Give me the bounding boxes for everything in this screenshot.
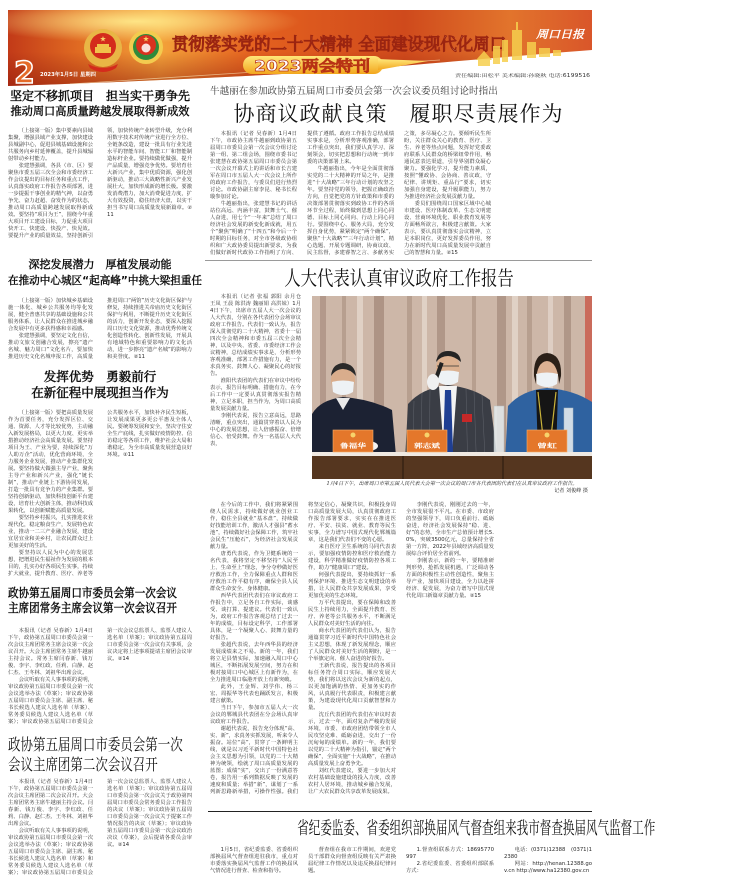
national-emblem-icon: [84, 29, 122, 72]
article-headline: 协商议政献良策 履职尽责展作为: [233, 102, 564, 126]
article-body: [8, 628, 192, 726]
paragraph: 在今后的工作中，我们将紧紧围绕人民需求，持续做好就业创业工作，稳住全县就业“基本盘”，持续做好技能培训工作，激活人才强县“蓄水池”，持续做好社会保障工作，筑牢社会民生“压舱石”，为经济社会发展贡献力量。: [210, 502, 298, 550]
paragraph: 当日下午，参加市五届人大一次会议的郸城县代表团在分会场认真审议政府工作报告。: [210, 705, 298, 725]
paragraph: 来自医疗卫生系统的马同代表表示，要加强疫情防控和医疗救治能力建设，科学精准做好疫情防控各项工作，助力“健康周口”建设。: [308, 544, 396, 571]
article-headline: [8, 256, 203, 290]
paragraph: 1.督查组联系方式：18695770997: [406, 847, 494, 860]
paragraph: 李刚代表说，刚刚过去的一年，全市发展很不平凡。在市委、市政府的坚强领导下，周口负重前行、砥砺奋进，经济社会发展保持“稳、进、好”的态势，全市生产总值预计增长5.0%，突破3500亿元，总量保持全省第一方阵，2022年县域经济高质量发展综合评价居全省前列。: [406, 502, 494, 557]
paragraph: 1月5日，省纪委监委、省委组织部换届风气督查组进驻我市，重点对市委落实换届风气监督工作的换届风气情况进行督查、检查和指导。: [210, 847, 298, 874]
paragraph: 刘红代表建议，要进一步加大对农村基础设施建设的投入力度，改善农村人居环境，推动城乡融合发展，让广大农民群众共享改革发展成果。: [308, 768, 396, 795]
article-body: [210, 131, 588, 257]
caption-text: 1月4日下午，出席周口市第五届人民代表大会第一次会议的周口市各代表团的代表们在认真审议政府工作报告。: [326, 481, 578, 487]
article-body: [8, 779, 192, 881]
nameplate-text: 曾虹: [537, 443, 550, 450]
emblem-icon: [351, 433, 356, 438]
bottom-article-body: [210, 847, 592, 883]
article-headline: [205, 819, 656, 840]
paragraph: 委员们围绕周口国家区域中心城市建设、医疗体制改革、生态文明建设、营商环境优化、职业教育发展等方面畅所欲言，积极建言献策。大家表示，要认真贯彻落实会议精神，立足本职岗位，更好发挥委员作用，努力在新时代周口高质量发展中贡献自己的智慧和力量。②15: [404, 201, 491, 256]
paragraph: 李刚代表说，报告立意高远，思路清晰，重点突出，通篇贯穿着以人民为中心的发展思想，让人倍感振奋、倍增信心、倍受鼓舞。作为一名基层人大代表，: [210, 413, 301, 447]
cppcc-emblem-icon: [129, 30, 163, 64]
paragraph: 王新代表说，报告提出的各项目标任务符合周口实际，顺应发展大势，我们将以这次会议为新的起点，以更加饱满的热情、更加务实的作风，认真履行代表职责，积极建言献策，为建设现代化周口贡献智慧和力量。: [308, 663, 396, 711]
headline-line: 深挖发展潜力 厚植发展动能: [28, 258, 172, 271]
photo-credit: 记者 刘俊峰 摄: [554, 488, 588, 494]
paragraph: 会议听取有关人事事项的说明，审议政协第五届周口市委员会第一次会议选举办法（草案）；审议政协第五届周口市委员会主席、副主席、秘书长候选人建议人选名单（草案）、常务委员候选人建议人选名单（草案）；审议政协第五届周口市委员会第一次会议总监票人、监票人建议人选名单（草案）；审议政协第五届周口市委员会第一次会议有关事项，会议决定将上述事项提请主席团会议审议。②14: [8, 628, 192, 725]
paragraph: 2.省纪委监委、省委组织部联系方式：: [406, 861, 494, 874]
headline-line: 会议主席团第二次会议召开: [8, 755, 158, 774]
article-kicker: 牛越丽在参加政协第五届周口市委员会第一次会议委员组讨论时指出: [210, 86, 498, 97]
section-divider-bold: [208, 811, 592, 812]
paragraph: 商水代表团的代表们认为，报告通篇贯穿习近平新时代中国特色社会主义思想，体现了新发展理念，顺应了人民群众对美好生活的期盼，是一个举旗定向、催人奋进的好报告。: [308, 628, 396, 662]
masthead-banner: [0, 0, 600, 90]
paragraph: 本报讯（记者 吴春新）1月4日下午，政协第五届周口市委员会第一次会议主席团第二次会议召开。大会主席团常务主席牛越丽主持会议。闫春新、钱万俊、李宇、李红政、任莉、白静、赵仁杰、王冬林、刘祖华出席会议。: [8, 779, 93, 827]
headline-line: 坚定不移抓项目 担当实干勇争先: [9, 89, 190, 103]
article-headline: [8, 735, 192, 775]
desk: [312, 452, 592, 479]
nameplate: [527, 430, 567, 452]
photo-caption: [316, 481, 588, 495]
headline-line: 推动周口高质量跨越发展取得新成效: [10, 105, 190, 118]
paragraph: 电话：(0371)12388 (0371)12380: [504, 847, 592, 860]
paragraph: （上接第一版）要把高质量发展作为首要任务，充分发挥区位、交通、资源、人才等比较优势，主动融入新发展格局，以更大力度、更实举措推动经济社会高质量发展。要坚持项目为王、产业为要，持续深化“万人助万企”活动，优化营商环境，全力服务企业发展，推动产业集群化发展。要坚持做大做强主导产业，聚焦主导产业和新兴产业，强化“链长制”，推动产业链上下游协同发展，打造一批具有竞争力的产业集群。要坚持创新驱动，加快科技创新平台建设，培育壮大创新主体，推动科技成果转化，以创新赋能高质量发展。: [8, 410, 93, 514]
paragraph: 李刚表示，新的一年，要精准研判形势，抢抓发展机遇，广泛调动各方面的积极性主动性创造性，聚焦主导产业，加快项目建设，全力以赴拼经济、促发展，为奋力谱写中国式现代化周口新篇章贡献力量。②15: [406, 558, 494, 599]
paragraph: 淮阳代表团的代表们在审议中纷纷表示，报告目标明确、措施有力，在今后工作中一定要认真贯彻落实报告精神，立足本职，担当作为，为周口高质量发展贡献力量。: [210, 378, 301, 412]
page-number: 2: [14, 56, 35, 91]
paragraph: 张超代表说，去年西华县的经济发展成绩来之不易。新的一年，我们将立足县情实际，加速融入周口中心城区，不断拓展发展空间，努力在积极对接周口中心城区上有新作为，在全力推进周口临港开放上有新突破。: [210, 642, 298, 683]
section-divider: [205, 260, 592, 261]
face-mask: [437, 371, 459, 386]
nameplate: [407, 430, 447, 452]
news-photo: [312, 296, 592, 479]
headline-line: 政协第五届周口市委员会第一次: [8, 735, 183, 754]
headline-line: 在推动中心城区“起高峰”中挑大梁担重任: [8, 275, 203, 287]
article-headline: [8, 586, 192, 615]
special-issue-title: 2023两会特刊: [254, 57, 370, 75]
headline-line: 发挥优势 勇毅前行: [43, 369, 157, 384]
paragraph: 张建慧强调，各县（市、区）要聚焦市委五届三次全会和市委经济工作会议提出的目标任务和重点工作，认真落实政府工作报告各项部署，进一步提振干事创业的精气神，以奋勇争先、奋力赶超、奋发作为的状态，推动周口高质量跨越发展取得新成效。要坚持“项目为王”，围绕今年重大项目开工建设目标，力促重大项目快开工、快建设、快投产、快见效。要提升产业的质量效益，坚持创新引领，加快传统产业转型升级，充分利用数字技术对传统产业进行全方位、全链条改造，建设一批具有行业先进水平的智能车间、智能工厂和智能制造标杆企业。要持续做优做强，提升产品质量，增强竞争优势。要培育壮大新兴产业，集中优质资源，强化创新驱动，推动三大战略性新兴产业发展壮大，加快形成新的增长极。要激发消费潜力，加大消费促进力度，扩大有效投资，稳住经济大盘，以实干担当书写周口高质量发展新篇章。②11: [8, 128, 192, 239]
editor-credits: 责任编辑:田松平 美术编辑:孙晓秋 电话:6199516: [455, 74, 562, 79]
newspaper-logo: 周口日报: [534, 28, 587, 41]
face-mask: [536, 373, 558, 388]
photo-deputies-reviewing-report: [312, 296, 592, 479]
paragraph: 本报讯（记者 张福 郭阳 余月仓 王凤 王晨 陈洪涛 魏丽娟 高洪妹）1月4日下午，出席市五届人大一次会议的人大代表，分别在各代表团分会场审议政府工作报告。代表们一致认为，报告深入贯彻党的二十大精神，省委十一届四次全会精神和市委五届三次全会精神，以及中央、省委、市委经济工作会议精神，总结成绩实事求是，分析形势客观准确，部署工作措施有力，是一个求真务实、鼓舞人心、凝聚民心的好报告。: [210, 294, 301, 377]
paragraph: 本报讯（记者 吴春新）1月4日下午，市政协主席牛越丽到政协第五届周口市委员会第一次会议分组讨论第一组、第二组会场，围绕市委书记张建慧在政协第五届周口市委员会第一次会议开幕式上的讲话和市长吉建军在周口市五届人大一次会议上所作的政府工作报告，与委员们进行热烈讨论。市政协副主席李昆、秘书长程璇参加讨论。: [210, 131, 297, 200]
paragraph: 网站：http://henan.12388.gov.cn http://www.ha12380.gov.cn: [504, 861, 592, 874]
issue-date: 2023年1月5日 星期四: [40, 72, 93, 78]
nameplate: [333, 430, 373, 452]
article-body: [8, 128, 192, 246]
article-headline: [8, 88, 192, 120]
article-intro: [210, 294, 301, 480]
headline-line: 在新征程中展现担当作为: [31, 384, 169, 400]
npc-article-body: [210, 502, 592, 802]
paragraph: 沈丘代表团的代表们在审议时表示，过去一年，面对复杂严峻的发展环境，市委、市政府团结带领全市人民攻坚克难、砥砺奋进，交出了一份沉甸甸的成绩单。新的一年，我们要以党的二十大精神为指引，锚定“两个确保”，全面实施“十大战略”，在推动高质量发展上奋勇争先。: [308, 712, 396, 767]
nameplate-text: 郭志斌: [414, 443, 433, 450]
face-mask: [332, 381, 354, 396]
red-banner: [585, 296, 592, 416]
nameplate-text: 鲁福华: [340, 443, 359, 450]
banner-title: 贯彻落实党的二十大精神 全面建设现代化周口: [172, 35, 518, 55]
paragraph: 何强代表提出，要持续抓好一系列保护环境、推进生态文明建设的举措，让人民群众共享发展成果，享受更加优美的生态环境。: [308, 572, 396, 599]
paragraph: 牛越丽指出，今年是全面贯彻落实党的二十大精神的开局之年，是推进“十大战略”三年行动计划的攻坚之年。要坚持党的领导，把握正确政治方向，自觉把党的方针政策和市委的决策部署贯彻落实到政协工作的各项环节全过程，始终做到思想上同心同德、目标上同心同向、行动上同心同行。要围绕中心、服务大局，充分发挥自身优势，紧紧锁定“两个确保”，聚焦“十大战略”“三年行动计划”，精心选题、开展专题调研，协商议政、民主监督，多建睿智之言、多献务实之策，多尽凝心之力。要倾听民生所盼，关注群众关心的教育、医疗、卫生、养老等热点问题，发挥好党委政府联系人民群众的桥梁纽带作用，畅通民意表达渠道，引导界别群众凝心聚力。要强化学习，提升能力素质，按照“懂政协、会协商、善议政，守纪律、讲规矩、重品行”要求，切实加强自身建设，提升履职能力，努力为推进经济社会发展贡献力量。: [307, 131, 491, 256]
headline-line: 主席团常务主席会议第一次会议召开: [8, 600, 177, 615]
paragraph: 本报讯（记者 吴春新）1月4日下午，政协第五届周口市委员会第一次会议主席团常务主席会议第一次会议召开。大会主席团常务主席牛越丽主持会议。常务主席闫春新、钱万俊、李宇、李红政、任莉、白静、赵仁杰、王冬林、刘祖华出席会议。: [8, 628, 93, 676]
paragraph: 万平代表提出，要在保障和改善民生上持续用力，全面提升教育、医疗、养老等公共服务水平，不断满足人民群众对美好生活的向往。: [308, 600, 396, 627]
paragraph: 要坚持乡村振兴，扎实推进农业现代化，稳定粮食生产，发展特色农业，推动一二三产业融合发展，建设宜居宜业和美乡村，让农民群众过上更加美好的生活。: [8, 515, 93, 549]
article-body: [8, 298, 192, 362]
paragraph: 谢超代表说，报告充分体现“高、实、新”，求真务实抓发展，听来令人振奋。站位“高”，贯穿了一条鲜明主线，就是以习近平新时代中国特色社会主义思想为引领，以党的二十大精神为统领，绘就了周口高质量发展的蓝图；成绩“实”，交出了一份满意答卷，报告用一系列数据反映了发展的速度和质量；举措“新”，谋划了一系列新思路新举措，可操作性强。我们将坚定信心，凝聚共识，积极投身周口高质量发展大局，认真贯彻政府工作报告部署要求，实实在在推进医疗、平安、扶贫、就业、教育等民生实事，全力谱写中国式现代化郸城篇章，这是我们代表们不变的心愿。: [210, 502, 396, 795]
paragraph: 会议听取有关人事事项的说明，审议政协第五届周口市委员会第一次会议选举办法（草案）；审议政协第五届周口市委员会主席、副主席、秘书长候选人建议人选名单（草案）和常务委员候选人建议人选名单（草案）；审议政协第五届周口市委员会第一次会议总监票人、监票人建议人选名单（草案）；审议政协第五届周口市委员会第一次会议关于政协第四届周口市委员会常务委员会工作报告的决议（草案）；审议政协第五届周口市委员会第一次会议关于提案工作情况报告的决议（草案）；审议政协第五届周口市委员会第一次会议政治决议（草案），会后提请各委员会审议。②14: [8, 779, 192, 876]
article-headline: [205, 266, 592, 290]
paragraph: 西华代表团代表们在审议政府工作报告中，立足各自工作实际，谈感受、谈打算、提建议。代表们一致认为，政府工作报告客观总结了过去一年的成绩，目标设定科学，工作部署具体，是一个凝聚人心、鼓舞力量的好报告。: [210, 593, 298, 641]
paragraph: 牛越丽指出，张建慧书记的讲话站位高远、内涵丰富，鼓舞士气、催人奋进，用七个“一年来”总结了周口经济社会发展的新变化新成就，用五个“聚焦”明确了“十四五”和今后一个时期的目标任务，对全市各级政协组织和广大政协委员提出新要求，为我们做好新时代政协工作指明了方向、提供了遵循。政府工作报告总结成绩实事求是，分析形势客观准确，部署工作重点突出，我们要认真学习、深刻领会，切实把思想和行动统一到市委的决策部署上来。: [210, 131, 394, 256]
headline-text: 省纪委监委、省委组织部换届风气督查组来我市督查换届风气监督工作: [297, 819, 656, 839]
article-body: [8, 410, 192, 578]
emblem-icon: [545, 433, 550, 438]
paragraph: 此外，王金辉、刘学伟、杨三宏、周振华等代表也踊跃发言，积极建言献策。: [210, 684, 298, 704]
headline-line: 政协第五届周口市委员会第一次会议: [8, 586, 177, 600]
paragraph: 张建慧强调，要坚定文化自信，推动文旅文创融合发展，擦亮“遗产名城、魅力周口”文化名片，要加快推进历史文化名城申报工作，高质量推进周口“两馆”历史文化街区保护与修复，持续推进关帝庙历史文化街区保护与利用，不断提升历史文化街区的活力，创新开发业态，要深入挖掘周口历史文化资源，推动优秀传统文化创造性转化、创新性发展，开展具有地域特色和重要影响力的文化活动，进一步擦亮“遗产名城”的影响力和美誉度。②11: [8, 298, 192, 360]
paragraph: （上接第一版）加快城乡基础设施一体化、城乡公共服务均等化发展，健全普惠共享的基础设施和公共服务体系，让人民群众在推进城乡融合发展中有更多获得感和幸福感。: [8, 298, 93, 332]
paragraph: 唐勇代表说，作为卫健系统的一名代表，我将坚定不移坚持“人民至上、生命至上”理念，争分夺秒做好医疗救治工作，全力保障重点人群和医疗救治工作平稳有序，确保全县人民群众生命安全、身体健康。: [210, 551, 298, 592]
paragraph: （上接第一版）集中要素向县域集聚，增强县域产业支撑，加快建设县城副中心，促进县城基础设施和公共服务向乡村延伸覆盖，提升县城辐射带动乡村能力。: [8, 128, 93, 162]
paragraph: 要坚持以人民为中心的发展思想，把增进民生福祉作为发展的根本目的，扎实办好各项民生实事，持续扩大就业，提升教育、医疗、养老等公共服务水平，加快补齐民生短板，让发展成果更多更公平惠及全体人民。要统筹发展和安全，坚决守住安全生产底线，扎实做好疫情防控、信访稳定等各项工作，维护社会大局和谐稳定，为全市高质量发展营造良好环境。②11: [8, 410, 192, 577]
emblem-icon: [425, 433, 430, 438]
paragraph: 督查组在我市工作期间，欢迎党员干部群众向督查组反映有关严肃换届纪律工作情况以及违反换届纪律问题。: [308, 847, 396, 874]
headline-text: 人大代表认真审议政府工作报告: [283, 266, 514, 290]
water-glass: [494, 406, 504, 454]
deputy-badge: [462, 414, 472, 422]
article-headline: [8, 369, 192, 400]
